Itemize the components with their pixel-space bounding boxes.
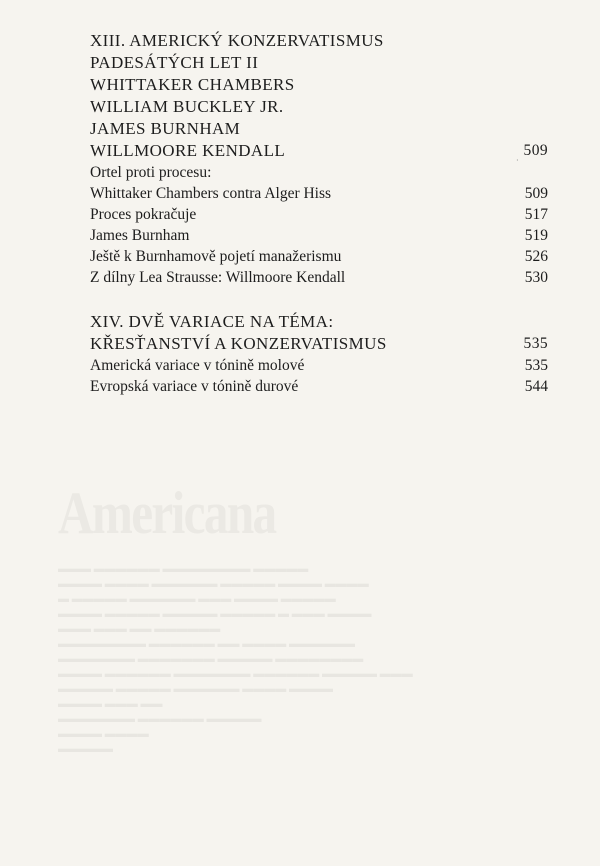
chapter-13-page-number: 509: [523, 142, 548, 159]
toc-entry: James Burnham 519: [90, 227, 548, 244]
toc-entry: Ortel proti procesu:: [90, 164, 212, 181]
toc-entry: Z dílny Lea Strausse: Willmoore Kendall 530: [90, 269, 548, 286]
chapter-13-heading-line-5: JAMES BURNHAM: [90, 119, 241, 138]
illegible-colophon: ▬▬▬ ▬▬▬▬▬▬ ▬▬▬▬▬▬▬▬ ▬▬▬▬▬ ▬▬▬▬ ▬▬▬▬ ▬▬▬▬▬▬ ▬▬▬▬▬ ▬▬▬▬ ▬▬▬▬ ▬ ▬▬▬▬▬ ▬▬▬▬▬▬ ▬▬▬ ▬▬▬▬ ▬▬▬▬▬ ▬▬▬▬ ▬▬▬▬▬ ▬▬▬▬▬ ▬▬▬▬▬ ▬ ▬▬▬ ▬▬▬▬ ▬▬▬ ▬▬▬ ▬▬ ▬▬▬▬▬▬ ▬▬▬▬▬▬▬▬ ▬▬▬▬▬▬ ▬▬ ▬▬▬▬ ▬▬▬▬▬▬ ▬▬▬▬▬▬▬ ▬▬▬▬▬▬▬ ▬▬▬▬▬ ▬▬▬▬▬▬▬▬ ▬▬▬▬ ▬▬▬▬▬▬ ▬▬▬▬▬▬▬ ▬▬▬▬▬▬ ▬▬▬▬▬ ▬▬▬ ▬▬▬▬▬ ▬▬▬▬▬ ▬▬▬▬▬▬ ▬▬▬▬ ▬▬▬▬ ▬▬▬▬ ▬▬▬ ▬▬ ▬▬▬▬▬▬▬ ▬▬▬▬▬▬ ▬▬▬▬▬ ▬▬▬▬ ▬▬▬▬ ▬▬▬▬▬: [58, 563, 413, 755]
toc-entry: Whittaker Chambers contra Alger Hiss 509: [90, 185, 548, 202]
chapter-14-heading-line-1: XIV. DVĚ VARIACE NA TÉMA:: [90, 312, 334, 331]
toc-entry-page: 535: [524, 357, 548, 374]
toc-entry-page: 544: [524, 378, 548, 395]
show-through-imprint: [58, 478, 413, 757]
americana-wordmark: Americana: [58, 480, 276, 546]
toc-entry-page: 526: [524, 248, 548, 265]
toc-entry: Proces pokračuje 517: [90, 206, 548, 223]
section-spacer: [90, 288, 548, 311]
toc-entry: Evropská variace v tónině durové 544: [90, 378, 548, 395]
toc-entry-page: 517: [524, 206, 548, 223]
chapter-14-heading-line-2: KŘESŤANSTVÍ A KONZERVATISMUS 535: [90, 334, 548, 353]
chapter-14-page-number: 535: [523, 335, 548, 352]
chapter-13-heading-line-2: PADESÁTÝCH LET II: [90, 53, 259, 72]
chapter-13-heading-line-4: WILLIAM BUCKLEY JR.: [90, 97, 284, 116]
table-of-contents: [90, 30, 548, 397]
toc-entry-page: 530: [524, 269, 548, 286]
toc-entry: Americká variace v tónině molové 535: [90, 357, 548, 374]
toc-entry: Ještě k Burnhamově pojetí manažerismu 526: [90, 248, 548, 265]
toc-entry-page: 519: [524, 227, 548, 244]
toc-entry-page: 509: [524, 185, 548, 202]
chapter-13-heading-line-6: WILLMOORE KENDALL · 509: [90, 140, 548, 162]
chapter-13-heading-line-3: WHITTAKER CHAMBERS: [90, 75, 295, 94]
chapter-13-heading-line-1: XIII. AMERICKÝ KONZERVATISMUS: [90, 31, 384, 50]
stray-dot: ·: [516, 156, 520, 165]
